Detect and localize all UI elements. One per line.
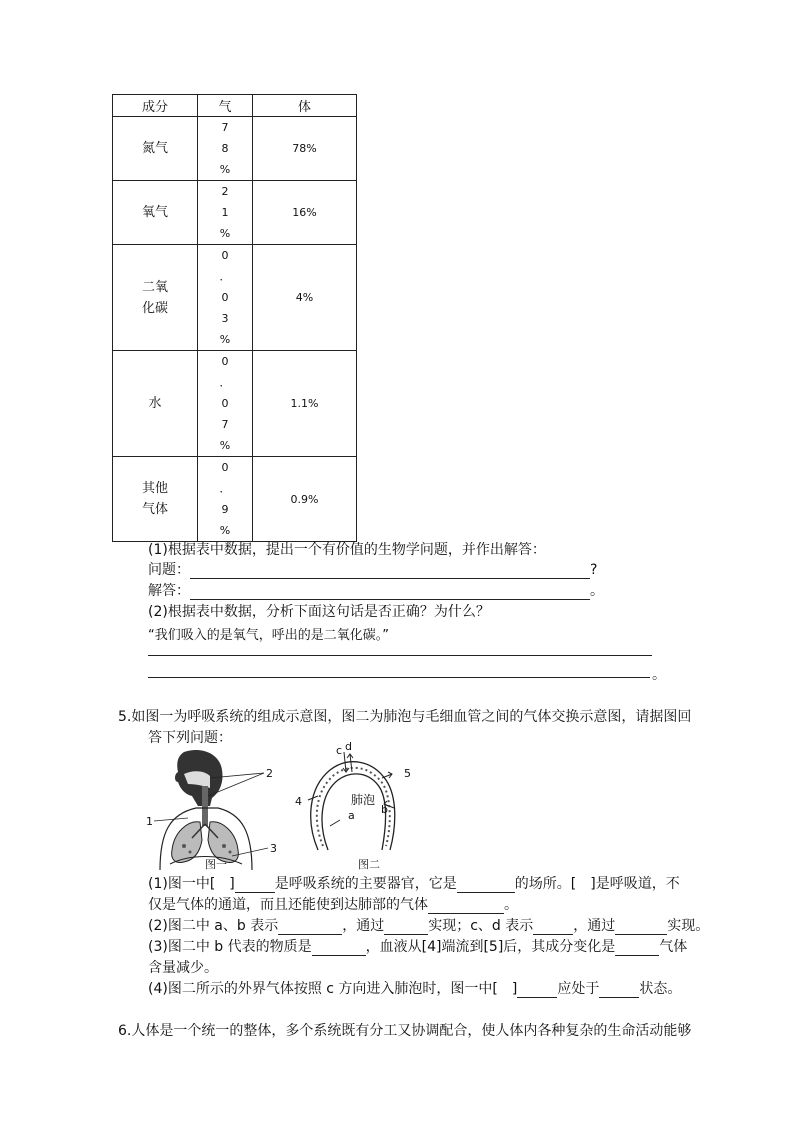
table-row: [113, 245, 357, 351]
q5-s2-text-b: ，通过: [342, 918, 385, 934]
q4-question-line: [148, 559, 597, 579]
fig2-label-5: 5: [404, 767, 411, 780]
fig1-label-1: 1: [146, 815, 153, 828]
fig1-caption: 图一: [205, 858, 227, 871]
q5-s2-text-c: 实现；c、d 表示: [428, 918, 534, 934]
q4-question-blank[interactable]: [190, 563, 590, 579]
q4-part1: (1)根据表中数据，提出一个有价值的生物学问题，并作出解答：: [148, 542, 546, 558]
row-inhaled: 0 ． 0 7 %: [198, 351, 253, 457]
fig2-label-a: a: [348, 809, 355, 822]
q5-s4-text-c: 状态。: [639, 981, 682, 997]
row-name: 其他 气体: [113, 457, 198, 542]
q5-s2-blank-1[interactable]: [278, 919, 342, 935]
fig1-label-3: 3: [270, 842, 277, 855]
q4-answer-line-1[interactable]: [148, 655, 652, 656]
gas-composition-table: [112, 94, 357, 542]
q4-question-label: 问题：: [148, 562, 190, 578]
q5-s3-text-b: ，血液从[4]端流到[5]后，其成分变化是: [365, 939, 616, 955]
row-inhaled: 2 1 %: [198, 181, 253, 245]
row-exhaled: 4%: [253, 245, 357, 351]
fig2-label-4: 4: [295, 795, 302, 808]
q5-s1-text-e: 。: [504, 897, 518, 913]
q5-s1-blank-3[interactable]: [428, 898, 504, 914]
q4-question-end: ?: [590, 562, 598, 578]
q5-s1-blank-1[interactable]: [235, 877, 275, 893]
table-row: [113, 181, 357, 245]
fig1-label-2: 2: [266, 767, 273, 780]
header-component: 成分: [113, 95, 198, 117]
q5-s3-text-c: 气体: [659, 939, 688, 955]
q5-s3-line1: [148, 936, 687, 956]
row-name: 氧气: [113, 181, 198, 245]
table-header-row: [113, 95, 357, 117]
header-exhaled: 体: [253, 95, 357, 117]
q5-s1-blank-2[interactable]: [457, 877, 515, 893]
q4-answer-end: 。: [590, 583, 604, 599]
q4-end-mark: 。: [652, 667, 666, 683]
fig2-caption: 图二: [358, 858, 380, 871]
row-inhaled: 0 ． 9 %: [198, 457, 253, 542]
row-inhaled: 0 ． 0 3 %: [198, 245, 253, 351]
q5-s1-text-b: 是呼吸系统的主要器官，它是: [274, 876, 457, 892]
q5-s2-text-e: 实现。: [667, 918, 710, 934]
q5-intro-line1: 5.如图一为呼吸系统的组成示意图，图二为肺泡与毛细血管之间的气体交换示意图，请据图回: [118, 709, 692, 725]
q4-answer-line-2[interactable]: [148, 677, 650, 678]
fig2-label-d: d: [345, 740, 352, 753]
table-row: [113, 457, 357, 542]
q4-part2: (2)根据表中数据，分析下面这句话是否正确？为什么？: [148, 604, 490, 620]
q5-s2-blank-4[interactable]: [615, 919, 667, 935]
q5-intro-line2: 答下列问题：: [148, 730, 232, 746]
q5-s4-text-b: 应处于: [557, 981, 600, 997]
q5-s2-blank-2[interactable]: [384, 919, 428, 935]
row-name: 水: [113, 351, 198, 457]
row-name: 氮气: [113, 117, 198, 181]
header-inhaled: 气: [198, 95, 253, 117]
q5-s1-text-c: 的场所。[ ]是呼吸道，不: [514, 876, 680, 892]
q5-s1-line2: [148, 894, 518, 914]
fig2-center-label: 肺泡: [351, 793, 376, 807]
q5-s4-blank-1[interactable]: [517, 982, 557, 998]
q5-s3-blank-1[interactable]: [312, 940, 366, 956]
row-name: 二氧 化碳: [113, 245, 198, 351]
table-row: [113, 351, 357, 457]
q5-s4-text-a: (4)图二所示的外界气体按照 c 方向进入肺泡时，图一中[ ]: [148, 981, 518, 997]
q4-quote: “我们吸入的是氧气，呼出的是二氧化碳。”: [148, 628, 389, 643]
q5-s1-text-a: (1)图一中[ ]: [148, 876, 235, 892]
q6-line1: 6.人体是一个统一的整体，多个系统既有分工又协调配合，使人体内各种复杂的生命活动能够: [118, 1023, 692, 1039]
row-exhaled: 1.1%: [253, 351, 357, 457]
row-exhaled: 78%: [253, 117, 357, 181]
row-exhaled: 0.9%: [253, 457, 357, 542]
q4-answer-blank[interactable]: [190, 584, 590, 600]
fig2-label-c: c: [336, 744, 343, 757]
fig2-label-b: b: [381, 803, 388, 816]
q5-s4-blank-2[interactable]: [599, 982, 639, 998]
q5-s3-line2: 含量减少。: [148, 960, 218, 976]
q5-s2-text-a: (2)图二中 a、b 表示: [148, 918, 279, 934]
q5-s3-text-a: (3)图二中 b 代表的物质是: [148, 939, 312, 955]
row-inhaled: 7 8 %: [198, 117, 253, 181]
q5-s3-blank-2[interactable]: [615, 940, 659, 956]
q5-s2-text-d: ，通过: [573, 918, 616, 934]
table-row: [113, 117, 357, 181]
q5-s2: [148, 915, 709, 935]
row-exhaled: 16%: [253, 181, 357, 245]
q5-s4: [148, 978, 681, 998]
q5-s1-text-d: 仅是气体的通道，而且还能使到达肺部的气体: [148, 897, 428, 913]
q5-s1-line1: [148, 873, 680, 893]
q4-answer-label: 解答：: [148, 583, 190, 599]
q5-s2-blank-3[interactable]: [533, 919, 573, 935]
q4-answer-line: [148, 580, 604, 600]
